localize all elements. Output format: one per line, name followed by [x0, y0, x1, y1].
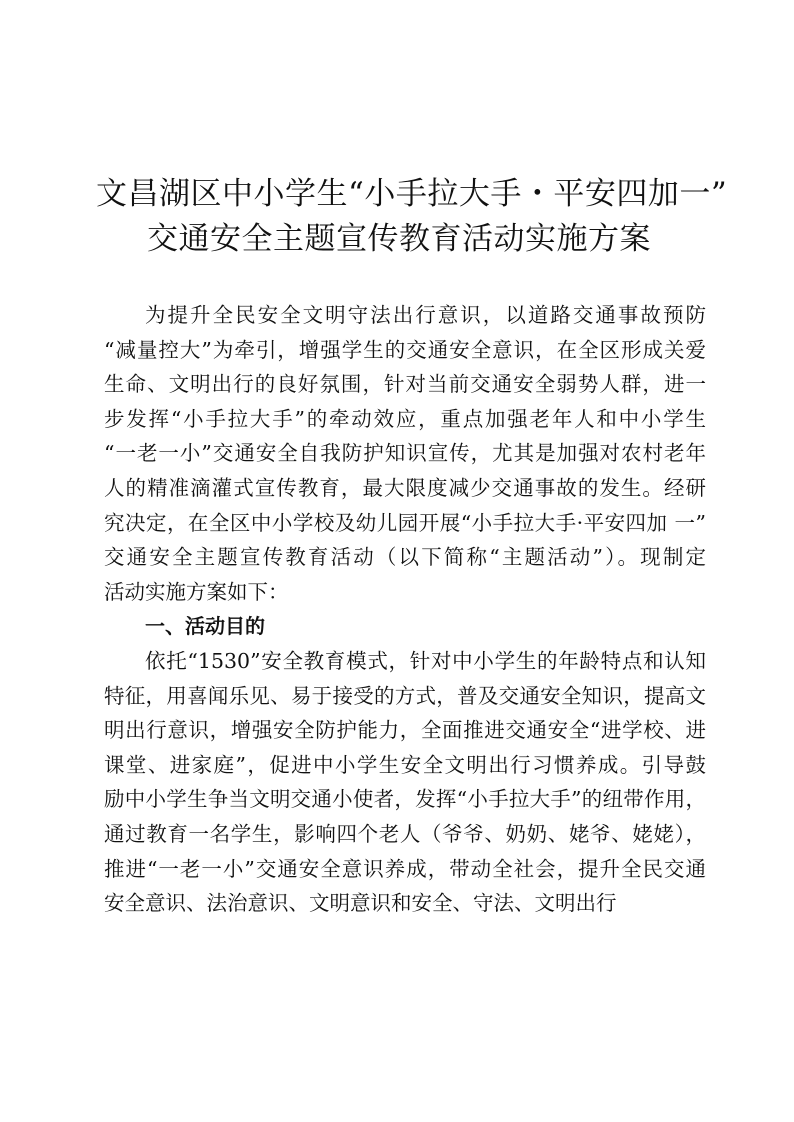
document-title — [96, 172, 728, 262]
paragraph-line: 特征，用喜闻乐见、易于接受的方式，普及交通安全知识，提高文 — [104, 683, 706, 708]
paragraph-line: 交通安全主题宣传教育活动（以下简称“主题活动”）。现制定 — [104, 545, 706, 570]
paragraph-line: 安全意识、法治意识、文明意识和安全、守法、文明出行 — [104, 891, 617, 916]
paragraph-line: “减量控大”为牵引，增强学生的交通安全意识，在全区形成关爱 — [104, 337, 706, 362]
paragraph-line: 步发挥“小手拉大手”的牵动效应，重点加强老年人和中小学生 — [104, 406, 706, 431]
section-heading: 一、活动目的 — [145, 614, 265, 639]
paragraph-line: “一老一小”交通安全自我防护知识宣传，尤其是加强对农村老年 — [104, 441, 706, 466]
document-body — [104, 298, 706, 921]
paragraph-line: 推进“一老一小”交通安全意识养成，带动全社会，提升全民交通 — [104, 856, 706, 881]
paragraph-line: 励中小学生争当文明交通小使者，发挥“小手拉大手”的纽带作用， — [104, 787, 706, 812]
paragraph-line: 课堂、进家庭”，促进中小学生安全文明出行习惯养成。引导鼓 — [104, 752, 706, 777]
paragraph-line: 为提升全民安全文明守法出行意识，以道路交通事故预防 — [145, 303, 706, 327]
paragraph-line: 依托“1530”安全教育模式，针对中小学生的年龄特点和认知 — [145, 648, 706, 673]
paragraph-line: 通过教育一名学生，影响四个老人（爷爷、奶奶、姥爷、姥姥）， — [104, 821, 706, 846]
paragraph-line: 生命、文明出行的良好氛围，针对当前交通安全弱势人群，进一 — [104, 372, 706, 397]
paragraph-line: 活动实施方案如下： — [104, 579, 289, 604]
title-line-2: 交通安全主题宣传教育活动实施方案 — [147, 221, 651, 257]
paragraph-line: 人的精准滴灌式宣传教育，最大限度减少交通事故的发生。经研 — [104, 475, 706, 500]
paragraph-line: 究决定，在全区中小学校及幼儿园开展“小手拉大手·平安四加 一” — [104, 510, 706, 535]
title-line-1: 文昌湖区中小学生“小手拉大手・平安四加一” — [96, 176, 728, 212]
paragraph-line: 明出行意识，增强安全防护能力，全面推进交通安全“进学校、进 — [104, 718, 706, 743]
